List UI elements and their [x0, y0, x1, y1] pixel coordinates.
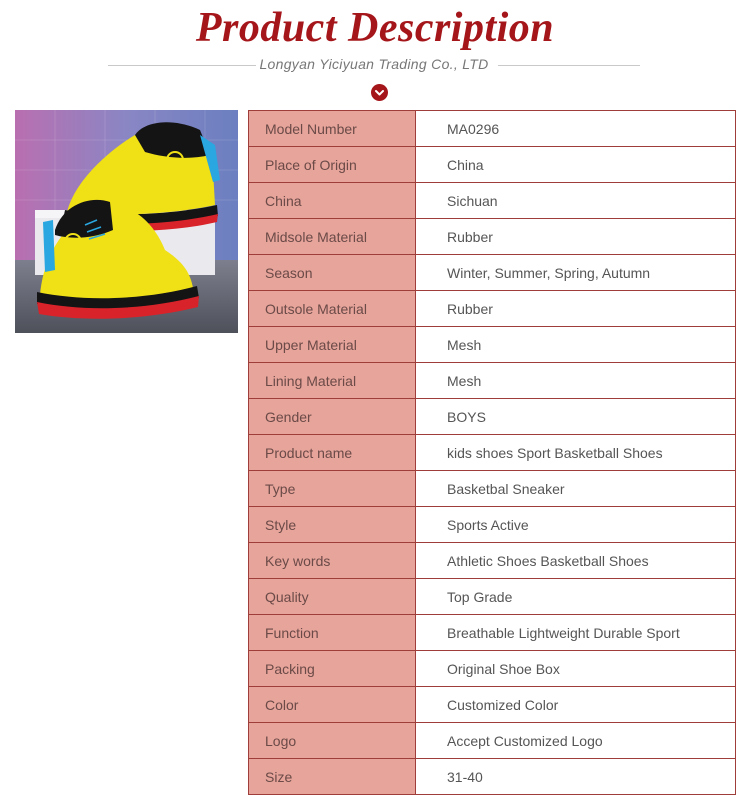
spec-value: Sports Active [416, 507, 736, 543]
table-row [249, 471, 736, 507]
table-row [249, 183, 736, 219]
spec-value: Mesh [416, 327, 736, 363]
spec-value: BOYS [416, 399, 736, 435]
spec-label: Season [249, 255, 416, 291]
spec-label: Quality [249, 579, 416, 615]
spec-value: MA0296 [416, 111, 736, 147]
spec-value: Winter, Summer, Spring, Autumn [416, 255, 736, 291]
spec-label: Midsole Material [249, 219, 416, 255]
spec-value: Rubber [416, 291, 736, 327]
table-row [249, 291, 736, 327]
table-row [249, 579, 736, 615]
spec-label: Color [249, 687, 416, 723]
table-row [249, 615, 736, 651]
table-row [249, 759, 736, 795]
table-row [249, 255, 736, 291]
spec-value: Rubber [416, 219, 736, 255]
spec-value: 31-40 [416, 759, 736, 795]
spec-label: Key words [249, 543, 416, 579]
chevron-down-icon[interactable] [371, 84, 388, 101]
spec-label: Place of Origin [249, 147, 416, 183]
spec-value: Customized Color [416, 687, 736, 723]
spec-value: Top Grade [416, 579, 736, 615]
specs-table [248, 110, 736, 795]
spec-value: Basketbal Sneaker [416, 471, 736, 507]
table-row [249, 507, 736, 543]
spec-value: Sichuan [416, 183, 736, 219]
spec-label: Lining Material [249, 363, 416, 399]
spec-label: Upper Material [249, 327, 416, 363]
subtitle-row [108, 54, 640, 74]
divider-right [498, 65, 640, 66]
spec-label: Outsole Material [249, 291, 416, 327]
table-row [249, 363, 736, 399]
table-row [249, 651, 736, 687]
table-row [249, 543, 736, 579]
spec-label: Logo [249, 723, 416, 759]
page-title: Product Description [195, 5, 555, 51]
table-row [249, 327, 736, 363]
spec-label: Packing [249, 651, 416, 687]
spec-label: Product name [249, 435, 416, 471]
spec-label: Model Number [249, 111, 416, 147]
spec-value: kids shoes Sport Basketball Shoes [416, 435, 736, 471]
spec-label: Function [249, 615, 416, 651]
table-row [249, 147, 736, 183]
product-image [15, 110, 238, 333]
table-row [249, 399, 736, 435]
spec-value: Original Shoe Box [416, 651, 736, 687]
table-row [249, 687, 736, 723]
table-row [249, 219, 736, 255]
company-name: Longyan Yiciyuan Trading Co., LTD [259, 56, 489, 72]
spec-label: China [249, 183, 416, 219]
spec-value: China [416, 147, 736, 183]
spec-value: Athletic Shoes Basketball Shoes [416, 543, 736, 579]
spec-label: Gender [249, 399, 416, 435]
spec-label: Type [249, 471, 416, 507]
spec-value: Mesh [416, 363, 736, 399]
spec-value: Breathable Lightweight Durable Sport [416, 615, 736, 651]
spec-label: Style [249, 507, 416, 543]
table-row [249, 435, 736, 471]
table-row [249, 723, 736, 759]
spec-label: Size [249, 759, 416, 795]
spec-value: Accept Customized Logo [416, 723, 736, 759]
table-row [249, 111, 736, 147]
